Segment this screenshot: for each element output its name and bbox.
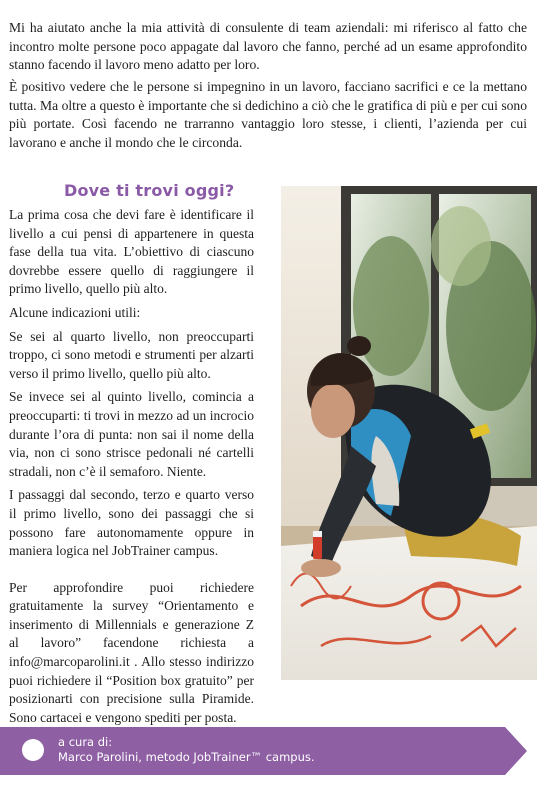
intro-paragraph-2: È positivo vedere che le persone si impegnino in un lavoro, facciano sacrifici e ce la mettano tutta. Ma oltre a questo è importante che si dedichino a ciò che le gratifica di più e per cui sono più portate. Così facendo ne trarranno vantaggio loro stesse, i clienti, l’azienda per cui lavorano e anche il mondo che le circonda.	[9, 79, 527, 150]
section-heading: Dove ti trovi oggi?	[64, 181, 235, 200]
author-credit	[58, 735, 315, 765]
body-paragraph-4: Se invece sei al quinto livello, comincia a preoccuparti: ti trovi in mezzo ad un incrocio durante l’ora di punta: non sai il nome della via, non ci sono strisce pedonali né cartelli stradali, non c’è il semaforo. Niente.	[9, 389, 254, 479]
body-paragraph-2: Alcune indicazioni utili:	[9, 304, 141, 320]
section-body	[9, 206, 254, 732]
body-paragraph-1: La prima cosa che devi fare è identificare il livello a cui pensi di appartenere in questa fase della tua vita. L’obiettivo di ciascuno dovrebbe essere quello di raggiungere il primo livello, quello più alto.	[9, 207, 254, 297]
body-paragraph-5: I passaggi dal secondo, terzo e quarto verso il primo livello, sono dei passaggi che si possono fare autonomamente oppure in maniera logica nel JobTrainer campus.	[9, 487, 254, 559]
body-paragraph-3: Se sei al quarto livello, non preoccuparti troppo, ci sono metodi e strumenti per alzarti verso il primo livello, quello più alto.	[9, 328, 254, 381]
author-credit-label: a cura di:	[58, 735, 113, 749]
intro-paragraph-1: Mi ha aiutato anche la mia attività di consulente di team aziendali: mi riferisco al fatto che incontro molte persone poco appagate dal lavoro che fanno, perché ad un esame approfondito stanno facendo il lavoro meno adatto per loro.	[9, 20, 527, 73]
author-banner	[0, 727, 537, 775]
author-credit-name: Marco Parolini, metodo JobTrainer™ campus.	[58, 750, 315, 764]
banner-dot-icon	[22, 739, 44, 761]
photo-woman-drawing	[281, 186, 537, 680]
body-paragraph-6: Per approfondire puoi richiedere gratuitamente la survey “Orientamento e inserimento di Millennials e generazione Z al lavoro” facendone richiesta a info@marcoparolini.it . Allo stesso indirizzo puoi richiedere il “Position box gratuito” per posizionarti con precisione sulla Piramide. Sono cartacei e vengono spediti per posta.	[9, 579, 254, 725]
